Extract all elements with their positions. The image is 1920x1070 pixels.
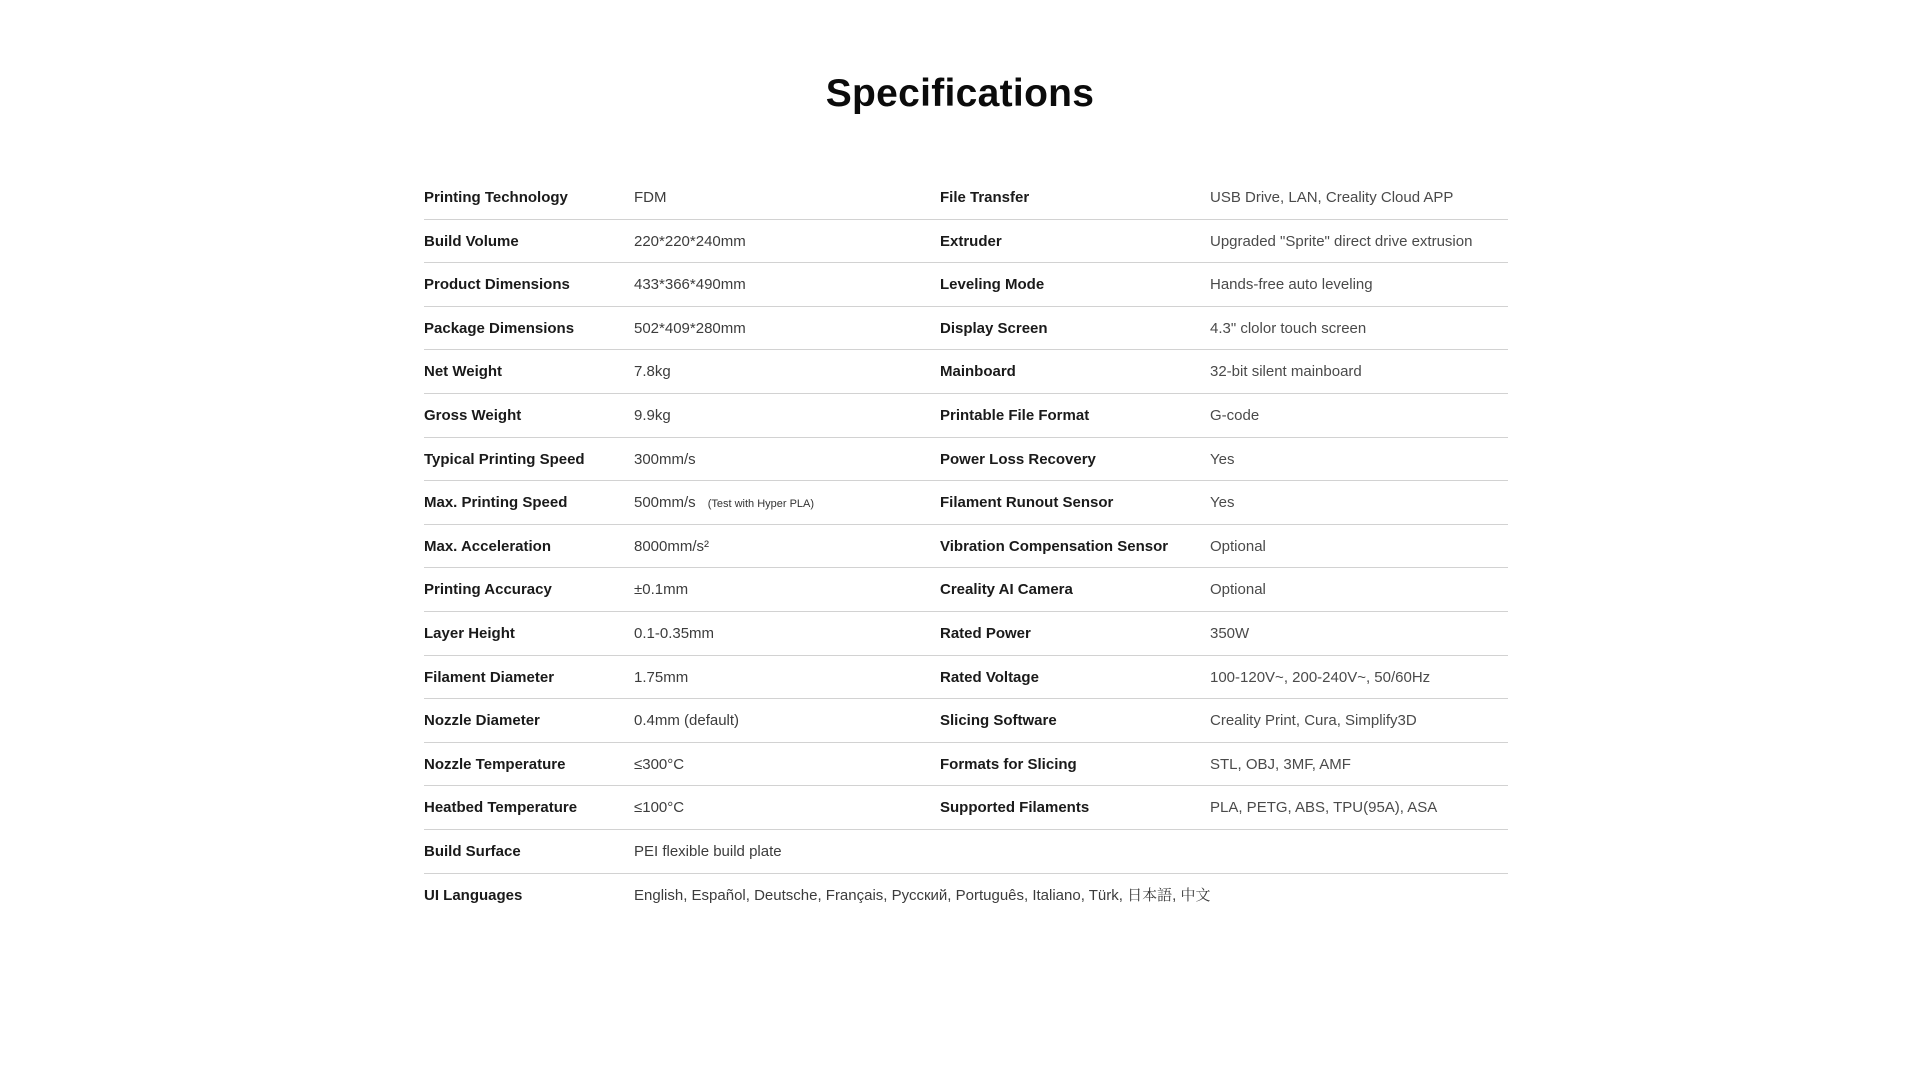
spec-value: Creality Print, Cura, Simplify3D xyxy=(1210,712,1417,730)
spec-label: Printing Accuracy xyxy=(424,581,552,599)
spec-value: 8000mm/s² xyxy=(634,537,710,555)
spec-value: Yes xyxy=(1210,450,1235,468)
spec-value: 500mm/s xyxy=(634,494,696,512)
spec-value: FDM xyxy=(634,189,667,206)
spec-label: Filament Diameter xyxy=(424,668,555,686)
spec-value: 433*366*490mm xyxy=(634,276,746,294)
spec-label: Max. Acceleration xyxy=(424,537,551,555)
spec-row xyxy=(424,350,1508,394)
spec-value: G-code xyxy=(1210,406,1260,424)
spec-row xyxy=(424,438,1508,482)
spec-value-with-note xyxy=(634,481,814,525)
spec-label: Typical Printing Speed xyxy=(424,450,585,468)
spec-label: Nozzle Diameter xyxy=(424,712,540,730)
spec-row xyxy=(424,307,1508,351)
spec-value: Optional xyxy=(1210,581,1266,599)
page-title: Specifications xyxy=(825,72,1095,115)
spec-value: USB Drive, LAN, Creality Cloud APP xyxy=(1210,189,1454,206)
spec-label: Leveling Mode xyxy=(940,276,1045,294)
spec-value: ±0.1mm xyxy=(634,581,689,599)
spec-note: (Test with Hyper PLA) xyxy=(707,498,815,511)
spec-row xyxy=(424,394,1508,438)
spec-value: 1.75mm xyxy=(634,668,689,686)
spec-label: Display Screen xyxy=(940,319,1048,337)
spec-row xyxy=(424,786,1508,830)
spec-label: Supported Filaments xyxy=(940,799,1090,817)
spec-row xyxy=(424,481,1508,525)
spec-value: 350W xyxy=(1210,624,1250,642)
spec-label: Product Dimensions xyxy=(424,276,570,294)
spec-label: Build Volume xyxy=(424,232,519,250)
spec-label: Filament Runout Sensor xyxy=(940,494,1114,512)
spec-label: Build Surface xyxy=(424,842,521,860)
spec-value: Hands-free auto leveling xyxy=(1210,276,1373,294)
spec-value: PLA, PETG, ABS, TPU(95A), ASA xyxy=(1210,799,1438,817)
spec-value: 300mm/s xyxy=(634,450,696,468)
spec-label: File Transfer xyxy=(940,189,1030,206)
spec-value: STL, OBJ, 3MF, AMF xyxy=(1210,755,1351,773)
spec-value: ≤100°C xyxy=(634,799,685,817)
spec-label: Creality AI Camera xyxy=(940,581,1073,599)
spec-value: 220*220*240mm xyxy=(634,232,746,250)
spec-label: Rated Power xyxy=(940,624,1031,642)
spec-label: Mainboard xyxy=(940,363,1016,381)
spec-value: 0.4mm (default) xyxy=(634,712,740,730)
spec-label: Gross Weight xyxy=(424,406,522,424)
spec-value: Yes xyxy=(1210,494,1235,512)
spec-value: Optional xyxy=(1210,537,1266,555)
spec-row xyxy=(424,525,1508,569)
spec-label: Vibration Compensation Sensor xyxy=(940,537,1169,555)
spec-value: 32-bit silent mainboard xyxy=(1210,363,1362,381)
spec-value: 502*409*280mm xyxy=(634,319,746,337)
spec-row xyxy=(424,830,1508,874)
spec-value: ≤300°C xyxy=(634,755,685,773)
spec-label: UI Languages xyxy=(424,886,523,904)
spec-row xyxy=(424,656,1508,700)
spec-label: Printing Technology xyxy=(424,189,568,206)
spec-value: 4.3" clolor touch screen xyxy=(1210,319,1367,337)
spec-row xyxy=(424,612,1508,656)
spec-value: Upgraded "Sprite" direct drive extrusion xyxy=(1210,232,1473,250)
spec-label: Power Loss Recovery xyxy=(940,450,1096,468)
spec-value: 0.1-0.35mm xyxy=(634,624,715,642)
spec-label: Heatbed Temperature xyxy=(424,799,578,817)
spec-table xyxy=(424,176,1508,917)
spec-row xyxy=(424,263,1508,307)
spec-label: Extruder xyxy=(940,232,1002,250)
spec-label: Printable File Format xyxy=(940,406,1090,424)
spec-row xyxy=(424,699,1508,743)
spec-row xyxy=(424,743,1508,787)
spec-row xyxy=(424,176,1508,220)
spec-label: Layer Height xyxy=(424,624,515,642)
spec-value: 100-120V~, 200-240V~, 50/60Hz xyxy=(1210,668,1431,686)
spec-value: English, Español, Deutsche, Français, Русский, Português, Italiano, Türk, 日本語, 中文 xyxy=(634,886,1211,904)
spec-row xyxy=(424,568,1508,612)
spec-row xyxy=(424,874,1508,918)
spec-label: Formats for Slicing xyxy=(940,755,1077,773)
spec-value: PEI flexible build plate xyxy=(634,842,782,860)
spec-label: Package Dimensions xyxy=(424,319,575,337)
spec-label: Rated Voltage xyxy=(940,668,1039,686)
spec-label: Slicing Software xyxy=(940,712,1057,730)
spec-label: Net Weight xyxy=(424,363,503,381)
spec-value: 9.9kg xyxy=(634,406,671,424)
spec-value: 7.8kg xyxy=(634,363,671,381)
spec-row xyxy=(424,220,1508,264)
spec-label: Max. Printing Speed xyxy=(424,494,568,512)
spec-label: Nozzle Temperature xyxy=(424,755,566,773)
